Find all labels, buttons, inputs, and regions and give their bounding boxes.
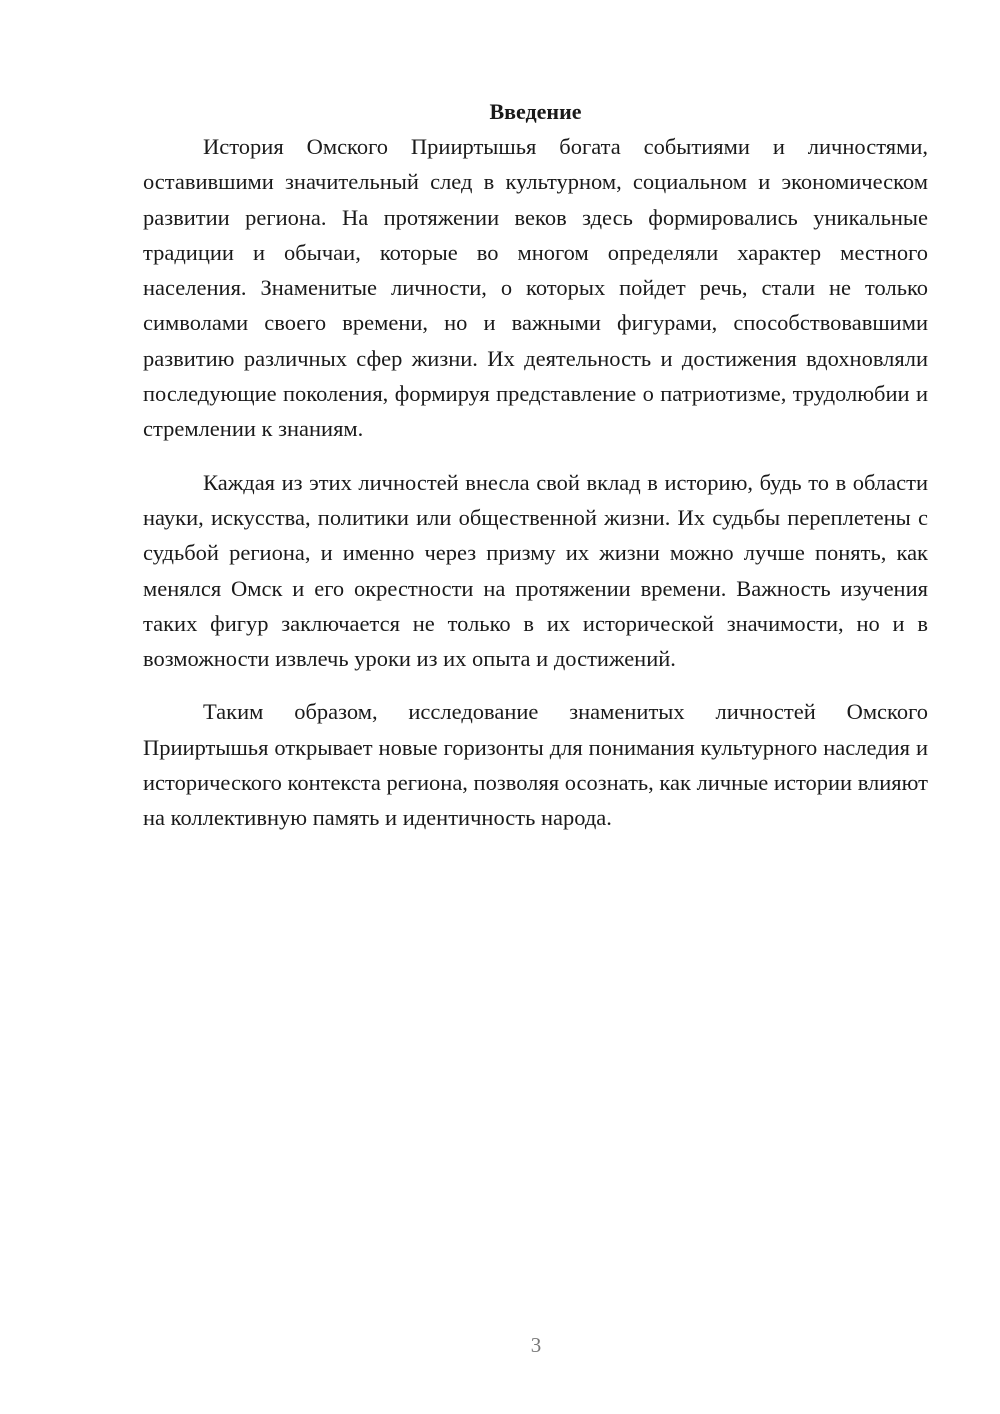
page-content bbox=[143, 94, 928, 836]
paragraph-2: Каждая из этих личностей внесла свой вклад в историю, будь то в области науки, искусства, политики или общественной жизни. Их судьбы переплетены с судьбой региона, и именно через призму их жизни можно лучше понять, как менялся Омск и его окрестности на протяжении времени. Важность изучения таких фигур заключается не только в их исторической значимости, но и в возможности извлечь уроки из их опыта и достижений. bbox=[143, 469, 928, 672]
paragraph-1: История Омского Прииртышья богата событиями и личностями, оставившими значительный след в культурном, социальном и экономическом развитии региона. На протяжении веков здесь формировались уникальные традиции и обычаи, которые во многом определяли характер местного населения. Знаменитые личности, о которых пойдет речь, стали не только символами своего времени, но и важными фигурами, способствовавшими развитию различных сфер жизни. Их деятельность и достижения вдохновляли последующие поколения, формируя представление о патриотизме, трудолюбии и стремлении к знаниям. bbox=[143, 134, 928, 442]
section-title: Введение bbox=[489, 99, 582, 124]
paragraph-3: Таким образом, исследование знаменитых личностей Омского Прииртышья открывает новые горизонты для понимания культурного наследия и исторического контекста региона, позволяя осознать, как личные истории влияют на коллективную память и идентичность народа. bbox=[143, 699, 928, 831]
page-number: 3 bbox=[530, 1333, 542, 1357]
